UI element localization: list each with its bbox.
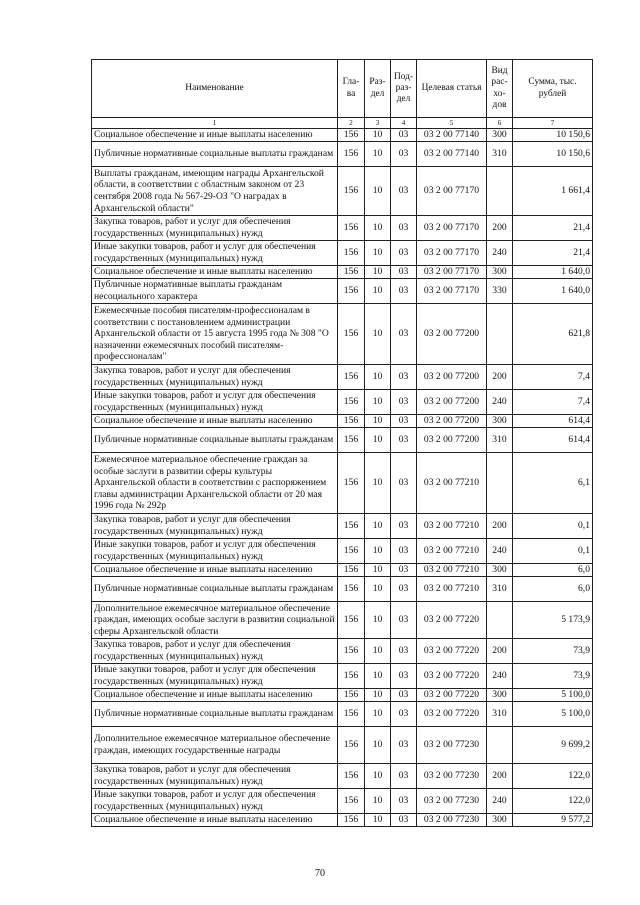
header-glava: Гла-ва: [338, 60, 365, 118]
cell-vid: 240: [487, 664, 513, 689]
cell-name: Публичные нормативные социальные выплаты гражданам: [92, 577, 338, 602]
cell-razdel: 10: [365, 764, 391, 789]
table-row: [92, 564, 593, 577]
cell-razdel: 10: [365, 514, 391, 539]
cell-vid: 300: [487, 564, 513, 577]
cell-glava: 156: [338, 365, 365, 390]
cell-name: Ежемесячные пособия писателям-профессионалам в соответствии с постановлением администрации Архангельской области от 15 августа 1995 года № 308 "О назначении ежемесячных пособий писателям-профессионалам": [92, 304, 338, 365]
cell-podrazdel: 03: [391, 514, 417, 539]
cell-glava: 156: [338, 415, 365, 428]
cell-podrazdel: 03: [391, 279, 417, 304]
cell-vid: 240: [487, 241, 513, 266]
cell-glava: 156: [338, 602, 365, 639]
table-row: [92, 453, 593, 514]
cell-podrazdel: 03: [391, 664, 417, 689]
cell-sum: 10 150,6: [513, 142, 593, 167]
cell-vid: 310: [487, 702, 513, 727]
column-number-row: [92, 118, 593, 129]
cell-sum: 122,0: [513, 764, 593, 789]
cell-razdel: 10: [365, 702, 391, 727]
column-number: 7: [513, 118, 593, 129]
column-number: 2: [338, 118, 365, 129]
cell-razdel: 10: [365, 279, 391, 304]
header-name: Наименование: [92, 60, 338, 118]
table-row: [92, 304, 593, 365]
cell-razdel: 10: [365, 365, 391, 390]
cell-target: 03 2 00 77210: [417, 514, 487, 539]
cell-podrazdel: 03: [391, 639, 417, 664]
cell-podrazdel: 03: [391, 142, 417, 167]
cell-target: 03 2 00 77210: [417, 564, 487, 577]
cell-target: 03 2 00 77170: [417, 266, 487, 279]
cell-vid: 200: [487, 639, 513, 664]
header-razdel: Раз-дел: [365, 60, 391, 118]
cell-vid: [487, 727, 513, 764]
header-vid: Вид рас-хо-дов: [487, 60, 513, 118]
cell-razdel: 10: [365, 415, 391, 428]
cell-podrazdel: 03: [391, 564, 417, 577]
cell-target: 03 2 00 77230: [417, 764, 487, 789]
cell-target: 03 2 00 77220: [417, 602, 487, 639]
cell-vid: 200: [487, 514, 513, 539]
cell-target: 03 2 00 77140: [417, 142, 487, 167]
table-row: [92, 428, 593, 453]
cell-glava: 156: [338, 689, 365, 702]
cell-vid: 200: [487, 365, 513, 390]
table-row: [92, 689, 593, 702]
cell-podrazdel: 03: [391, 727, 417, 764]
cell-razdel: 10: [365, 789, 391, 814]
cell-name: Публичные нормативные социальные выплаты гражданам: [92, 142, 338, 167]
cell-target: 03 2 00 77230: [417, 814, 487, 827]
table-row: [92, 514, 593, 539]
cell-podrazdel: 03: [391, 689, 417, 702]
budget-table-container: [91, 59, 592, 827]
cell-sum: 5 173,9: [513, 602, 593, 639]
cell-vid: [487, 602, 513, 639]
cell-glava: 156: [338, 167, 365, 216]
table-row: [92, 129, 593, 142]
cell-glava: 156: [338, 814, 365, 827]
cell-name: Социальное обеспечение и иные выплаты населению: [92, 129, 338, 142]
cell-razdel: 10: [365, 639, 391, 664]
cell-podrazdel: 03: [391, 539, 417, 564]
cell-name: Закупка товаров, работ и услуг для обеспечения государственных (муниципальных) нужд: [92, 639, 338, 664]
cell-sum: 6,0: [513, 577, 593, 602]
cell-target: 03 2 00 77170: [417, 167, 487, 216]
table-row: [92, 602, 593, 639]
header-sum: Сумма, тыс. рублей: [513, 60, 593, 118]
cell-target: 03 2 00 77200: [417, 415, 487, 428]
cell-sum: 7,4: [513, 390, 593, 415]
cell-sum: 10 150,6: [513, 129, 593, 142]
cell-name: Закупка товаров, работ и услуг для обеспечения государственных (муниципальных) нужд: [92, 764, 338, 789]
cell-razdel: 10: [365, 689, 391, 702]
table-row: [92, 279, 593, 304]
cell-podrazdel: 03: [391, 390, 417, 415]
cell-podrazdel: 03: [391, 789, 417, 814]
table-row: [92, 539, 593, 564]
cell-razdel: 10: [365, 216, 391, 241]
cell-razdel: 10: [365, 727, 391, 764]
cell-target: 03 2 00 77200: [417, 365, 487, 390]
cell-razdel: 10: [365, 304, 391, 365]
cell-name: Социальное обеспечение и иные выплаты населению: [92, 564, 338, 577]
cell-podrazdel: 03: [391, 453, 417, 514]
cell-podrazdel: 03: [391, 702, 417, 727]
cell-target: 03 2 00 77210: [417, 577, 487, 602]
cell-vid: 310: [487, 142, 513, 167]
cell-name: Иные закупки товаров, работ и услуг для обеспечения государственных (муниципальных) нужд: [92, 664, 338, 689]
cell-sum: 122,0: [513, 789, 593, 814]
cell-glava: 156: [338, 539, 365, 564]
cell-razdel: 10: [365, 577, 391, 602]
table-row: [92, 764, 593, 789]
cell-sum: 9 577,2: [513, 814, 593, 827]
cell-glava: 156: [338, 789, 365, 814]
column-number: 4: [391, 118, 417, 129]
cell-glava: 156: [338, 266, 365, 279]
cell-glava: 156: [338, 279, 365, 304]
cell-sum: 0,1: [513, 539, 593, 564]
cell-target: 03 2 00 77200: [417, 304, 487, 365]
cell-razdel: 10: [365, 539, 391, 564]
cell-glava: 156: [338, 764, 365, 789]
cell-name: Иные закупки товаров, работ и услуг для обеспечения государственных (муниципальных) нужд: [92, 390, 338, 415]
cell-glava: 156: [338, 129, 365, 142]
cell-razdel: 10: [365, 129, 391, 142]
cell-sum: 1 640,0: [513, 279, 593, 304]
cell-name: Ежемесячное материальное обеспечение граждан за особые заслуги в развитии сферы культуры Архангельской области в соответствии с распоряжением главы администрации Архангельской области от 20 мая 1996 года № 292р: [92, 453, 338, 514]
cell-razdel: 10: [365, 602, 391, 639]
cell-vid: 310: [487, 577, 513, 602]
cell-razdel: 10: [365, 814, 391, 827]
table-row: [92, 789, 593, 814]
cell-podrazdel: 03: [391, 814, 417, 827]
cell-target: 03 2 00 77210: [417, 453, 487, 514]
table-row: [92, 241, 593, 266]
cell-razdel: 10: [365, 564, 391, 577]
cell-name: Закупка товаров, работ и услуг для обеспечения государственных (муниципальных) нужд: [92, 365, 338, 390]
table-row: [92, 814, 593, 827]
cell-razdel: 10: [365, 453, 391, 514]
cell-name: Иные закупки товаров, работ и услуг для обеспечения государственных (муниципальных) нужд: [92, 241, 338, 266]
header-podrazdel: Под-раз-дел: [391, 60, 417, 118]
cell-podrazdel: 03: [391, 241, 417, 266]
cell-glava: 156: [338, 453, 365, 514]
cell-sum: 1 661,4: [513, 167, 593, 216]
cell-target: 03 2 00 77170: [417, 241, 487, 266]
cell-podrazdel: 03: [391, 216, 417, 241]
cell-razdel: 10: [365, 241, 391, 266]
cell-target: 03 2 00 77220: [417, 689, 487, 702]
cell-vid: 200: [487, 216, 513, 241]
table-row: [92, 639, 593, 664]
cell-podrazdel: 03: [391, 764, 417, 789]
cell-glava: 156: [338, 428, 365, 453]
cell-sum: 614,4: [513, 428, 593, 453]
cell-sum: 73,9: [513, 664, 593, 689]
cell-vid: 240: [487, 789, 513, 814]
cell-podrazdel: 03: [391, 602, 417, 639]
cell-name: Социальное обеспечение и иные выплаты населению: [92, 266, 338, 279]
cell-glava: 156: [338, 727, 365, 764]
cell-target: 03 2 00 77170: [417, 216, 487, 241]
cell-sum: 5 100,0: [513, 702, 593, 727]
cell-name: Публичные нормативные социальные выплаты гражданам: [92, 428, 338, 453]
cell-target: 03 2 00 77220: [417, 702, 487, 727]
cell-glava: 156: [338, 664, 365, 689]
cell-name: Социальное обеспечение и иные выплаты населению: [92, 689, 338, 702]
cell-name: Дополнительное ежемесячное материальное обеспечение граждан, имеющих особые заслуги в развитии социальной сферы Архангельской области: [92, 602, 338, 639]
table-row: [92, 702, 593, 727]
cell-podrazdel: 03: [391, 266, 417, 279]
cell-glava: 156: [338, 702, 365, 727]
cell-glava: 156: [338, 304, 365, 365]
cell-name: Иные закупки товаров, работ и услуг для обеспечения государственных (муниципальных) нужд: [92, 539, 338, 564]
page-number: 70: [315, 868, 325, 879]
cell-vid: 240: [487, 390, 513, 415]
cell-target: 03 2 00 77140: [417, 129, 487, 142]
cell-vid: [487, 304, 513, 365]
cell-podrazdel: 03: [391, 415, 417, 428]
cell-razdel: 10: [365, 167, 391, 216]
cell-vid: 310: [487, 428, 513, 453]
cell-name: Выплаты гражданам, имеющим награды Архангельской области, в соответствии с областным законом от 23 сентября 2008 года № 567-29-ОЗ "О наградах в Архангельской области": [92, 167, 338, 216]
cell-razdel: 10: [365, 390, 391, 415]
cell-sum: 6,0: [513, 564, 593, 577]
cell-glava: 156: [338, 216, 365, 241]
table-row: [92, 664, 593, 689]
table-row: [92, 216, 593, 241]
cell-vid: 300: [487, 689, 513, 702]
cell-sum: 21,4: [513, 241, 593, 266]
column-number: 6: [487, 118, 513, 129]
cell-name: Иные закупки товаров, работ и услуг для обеспечения государственных (муниципальных) нужд: [92, 789, 338, 814]
cell-podrazdel: 03: [391, 167, 417, 216]
cell-sum: 21,4: [513, 216, 593, 241]
cell-sum: 9 699,2: [513, 727, 593, 764]
cell-razdel: 10: [365, 428, 391, 453]
cell-razdel: 10: [365, 664, 391, 689]
table-row: [92, 390, 593, 415]
cell-glava: 156: [338, 241, 365, 266]
column-number: 1: [92, 118, 338, 129]
cell-target: 03 2 00 77230: [417, 789, 487, 814]
table-row: [92, 727, 593, 764]
column-number: 5: [417, 118, 487, 129]
cell-podrazdel: 03: [391, 577, 417, 602]
table-row: [92, 142, 593, 167]
cell-target: 03 2 00 77230: [417, 727, 487, 764]
cell-podrazdel: 03: [391, 129, 417, 142]
cell-name: Публичные нормативные социальные выплаты гражданам: [92, 702, 338, 727]
cell-sum: 614,4: [513, 415, 593, 428]
cell-razdel: 10: [365, 266, 391, 279]
table-row: [92, 365, 593, 390]
cell-glava: 156: [338, 564, 365, 577]
cell-sum: 621,8: [513, 304, 593, 365]
cell-name: Закупка товаров, работ и услуг для обеспечения государственных (муниципальных) нужд: [92, 216, 338, 241]
table-row: [92, 167, 593, 216]
cell-name: Закупка товаров, работ и услуг для обеспечения государственных (муниципальных) нужд: [92, 514, 338, 539]
cell-name: Дополнительное ежемесячное материальное обеспечение граждан, имеющих государственные награды: [92, 727, 338, 764]
cell-vid: 300: [487, 266, 513, 279]
cell-podrazdel: 03: [391, 365, 417, 390]
cell-podrazdel: 03: [391, 428, 417, 453]
cell-podrazdel: 03: [391, 304, 417, 365]
cell-glava: 156: [338, 390, 365, 415]
cell-sum: 1 640,0: [513, 266, 593, 279]
cell-sum: 6,1: [513, 453, 593, 514]
cell-razdel: 10: [365, 142, 391, 167]
cell-target: 03 2 00 77220: [417, 639, 487, 664]
cell-vid: 300: [487, 814, 513, 827]
cell-vid: 200: [487, 764, 513, 789]
cell-sum: 5 100,0: [513, 689, 593, 702]
cell-name: Социальное обеспечение и иные выплаты населению: [92, 415, 338, 428]
cell-target: 03 2 00 77170: [417, 279, 487, 304]
cell-target: 03 2 00 77200: [417, 428, 487, 453]
cell-target: 03 2 00 77220: [417, 664, 487, 689]
cell-sum: 0,1: [513, 514, 593, 539]
cell-name: Публичные нормативные выплаты гражданам несоциального характера: [92, 279, 338, 304]
cell-vid: [487, 453, 513, 514]
cell-glava: 156: [338, 142, 365, 167]
table-row: [92, 266, 593, 279]
table-row: [92, 415, 593, 428]
table-row: [92, 577, 593, 602]
cell-target: 03 2 00 77210: [417, 539, 487, 564]
cell-vid: [487, 167, 513, 216]
cell-target: 03 2 00 77200: [417, 390, 487, 415]
table-body: [92, 129, 593, 827]
cell-glava: 156: [338, 514, 365, 539]
cell-vid: 330: [487, 279, 513, 304]
cell-vid: 300: [487, 129, 513, 142]
header-row: [92, 60, 593, 118]
cell-name: Социальное обеспечение и иные выплаты населению: [92, 814, 338, 827]
cell-glava: 156: [338, 577, 365, 602]
header-target: Целевая статья: [417, 60, 487, 118]
cell-sum: 7,4: [513, 365, 593, 390]
cell-sum: 73,9: [513, 639, 593, 664]
cell-vid: 240: [487, 539, 513, 564]
cell-vid: 300: [487, 415, 513, 428]
column-number: 3: [365, 118, 391, 129]
budget-table: [91, 59, 593, 827]
cell-glava: 156: [338, 639, 365, 664]
